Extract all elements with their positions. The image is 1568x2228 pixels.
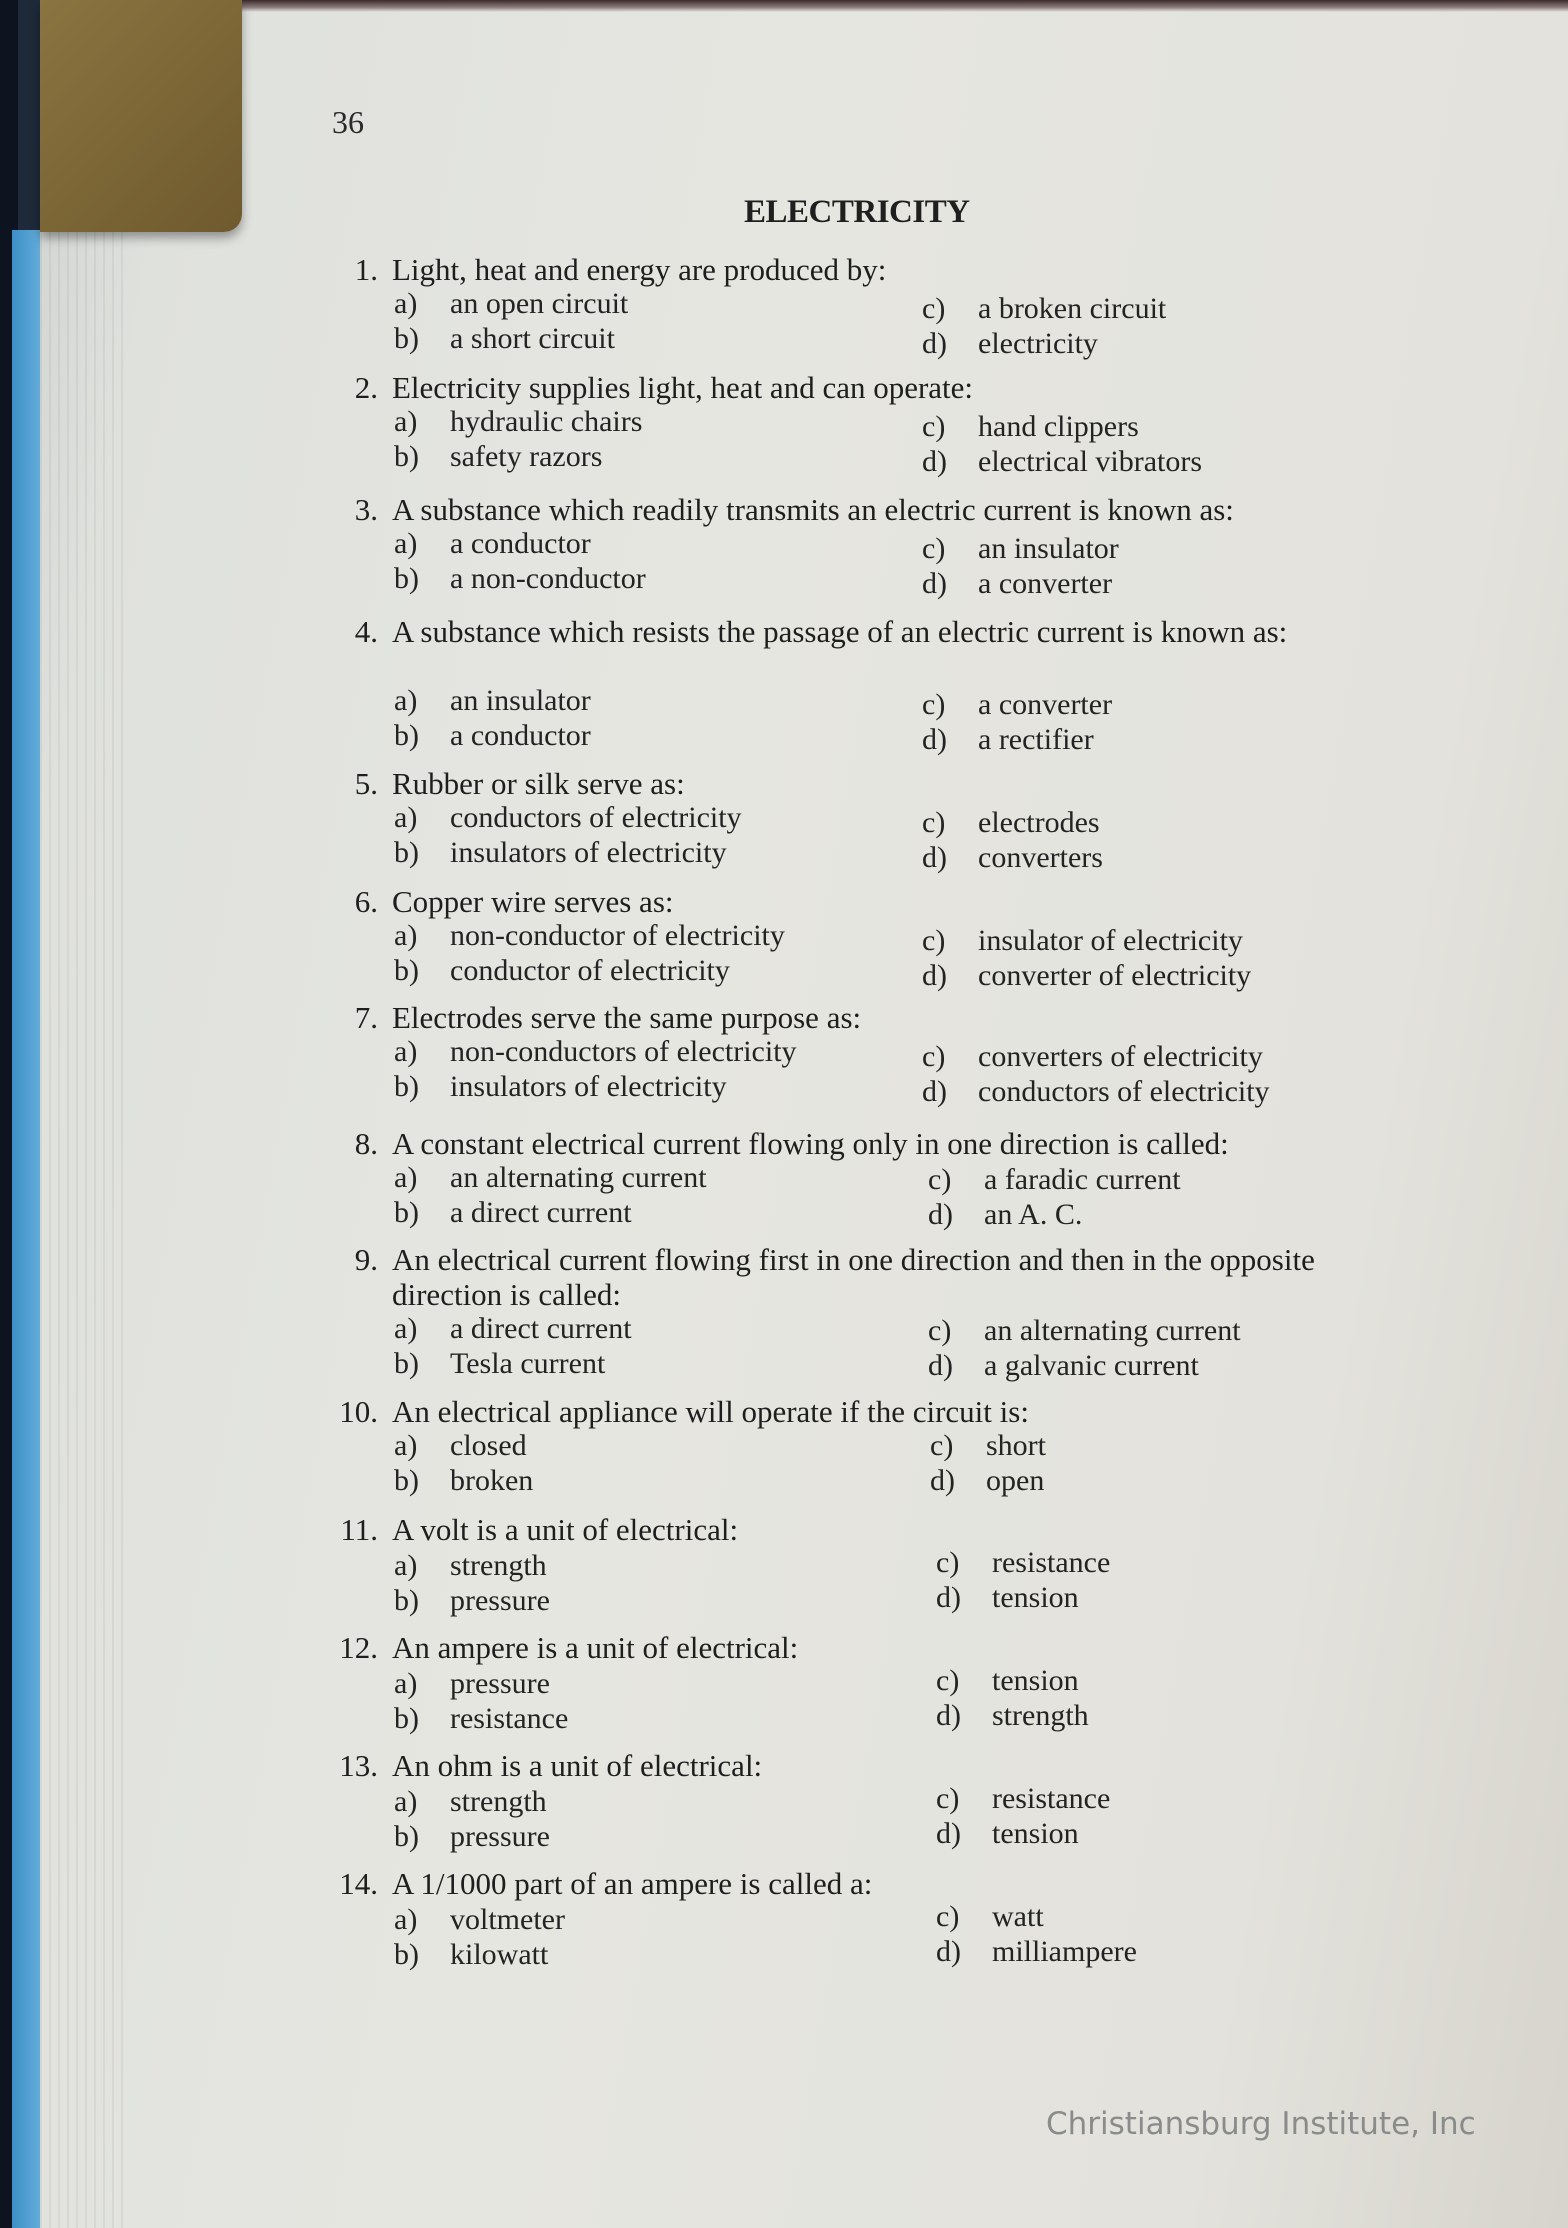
question-text: A substance which resists the passage of an electric current is known as: <box>392 614 1288 649</box>
question-text: A 1/1000 part of an ampere is called a: <box>392 1866 873 1901</box>
option-label: b) <box>394 440 419 473</box>
question-number: 5. <box>354 766 378 801</box>
question-text: An electrical current flowing first in one direction and then in the opposite direction is called: <box>392 1242 1315 1312</box>
option-label: d) <box>936 1581 961 1614</box>
question-number: 12. <box>339 1630 378 1665</box>
option-text: converter of electricity <box>978 959 1252 992</box>
option-label: a) <box>394 684 418 717</box>
option-c <box>922 924 1243 958</box>
option-label: d) <box>922 959 947 992</box>
option-text: converters <box>978 841 1103 874</box>
option-text: strength <box>450 1549 547 1582</box>
question-number: 6. <box>354 884 378 919</box>
option-text: an A. C. <box>984 1198 1083 1231</box>
option-a <box>394 684 591 718</box>
question-1 <box>0 252 1568 362</box>
option-text: a direct current <box>450 1312 632 1345</box>
option-label: d) <box>928 1349 953 1382</box>
option-c <box>928 1163 1181 1197</box>
option-text: an open circuit <box>450 287 629 320</box>
option-label: b) <box>394 1070 419 1103</box>
option-c <box>936 1900 1044 1934</box>
option-text: insulator of electricity <box>978 924 1243 957</box>
option-label: c) <box>928 1163 952 1196</box>
option-text: converters of electricity <box>978 1040 1263 1073</box>
option-label: c) <box>922 532 946 565</box>
option-text: tension <box>992 1817 1079 1850</box>
question-number: 14. <box>339 1866 378 1901</box>
question-12 <box>0 1630 1568 1740</box>
option-d <box>922 327 1098 361</box>
option-d <box>922 723 1094 757</box>
question-7 <box>0 1000 1568 1110</box>
option-c <box>922 532 1119 566</box>
option-label: c) <box>936 1782 960 1815</box>
option-text: electricity <box>978 327 1098 360</box>
option-a <box>394 919 785 953</box>
option-text: tension <box>992 1581 1079 1614</box>
question-2 <box>0 370 1568 480</box>
question-text: Electricity supplies light, heat and can operate: <box>392 370 974 405</box>
option-c <box>936 1782 1110 1816</box>
option-text: pressure <box>450 1584 550 1617</box>
option-label: d) <box>928 1198 953 1231</box>
question-number: 11. <box>340 1512 378 1547</box>
option-text: a conductor <box>450 719 591 752</box>
option-text: an insulator <box>978 532 1119 565</box>
option-label: b) <box>394 719 419 752</box>
option-label: c) <box>922 688 946 721</box>
option-label: d) <box>922 841 947 874</box>
question-number: 7. <box>354 1000 378 1035</box>
option-d <box>922 841 1103 875</box>
option-label: d) <box>936 1699 961 1732</box>
option-label: c) <box>922 292 946 325</box>
option-b <box>394 1464 533 1498</box>
question-number: 3. <box>354 492 378 527</box>
question-11 <box>0 1512 1568 1622</box>
option-d <box>922 567 1112 601</box>
option-text: resistance <box>992 1546 1111 1579</box>
option-label: b) <box>394 1702 419 1735</box>
question-3 <box>0 492 1568 602</box>
option-c <box>936 1546 1110 1580</box>
option-text: electrodes <box>978 806 1100 839</box>
option-text: a faradic current <box>984 1163 1181 1196</box>
option-text: voltmeter <box>450 1903 565 1936</box>
option-b <box>394 836 727 870</box>
watermark: Christiansburg Institute, Inc <box>1046 2106 1476 2142</box>
option-label: d) <box>930 1464 955 1497</box>
option-text: hand clippers <box>978 410 1139 443</box>
option-a <box>394 801 742 835</box>
option-text: a rectifier <box>978 723 1094 756</box>
option-d <box>936 1935 1137 1969</box>
option-c <box>922 806 1100 840</box>
question-number: 10. <box>339 1394 378 1429</box>
option-label: d) <box>936 1935 961 1968</box>
option-text: watt <box>992 1900 1044 1933</box>
option-text: resistance <box>450 1702 569 1735</box>
option-text: an alternating current <box>984 1314 1241 1347</box>
page-title: ELECTRICITY <box>744 194 970 230</box>
option-a <box>394 1429 527 1463</box>
option-c <box>930 1429 1046 1463</box>
option-label: a) <box>394 1785 418 1818</box>
question-text: An electrical appliance will operate if the circuit is: <box>392 1394 1029 1429</box>
option-label: b) <box>394 562 419 595</box>
option-b <box>394 1070 727 1104</box>
option-label: c) <box>930 1429 954 1462</box>
option-label: b) <box>394 1347 419 1380</box>
option-text: kilowatt <box>450 1938 549 1971</box>
option-label: d) <box>922 327 947 360</box>
option-d <box>930 1464 1044 1498</box>
question-text: Copper wire serves as: <box>392 884 674 919</box>
question-number: 9. <box>354 1242 378 1277</box>
question-text: Light, heat and energy are produced by: <box>392 252 887 287</box>
option-c <box>928 1314 1241 1348</box>
question-number: 4. <box>354 614 378 649</box>
option-text: strength <box>992 1699 1089 1732</box>
option-a <box>394 1035 797 1069</box>
page-number: 36 <box>332 104 364 140</box>
option-text: open <box>986 1464 1045 1497</box>
question-6 <box>0 884 1568 994</box>
option-d <box>922 1075 1270 1109</box>
option-d <box>922 959 1251 993</box>
option-text: hydraulic chairs <box>450 405 643 438</box>
option-label: a) <box>394 919 418 952</box>
option-label: a) <box>394 527 418 560</box>
option-c <box>922 1040 1263 1074</box>
option-b <box>394 1938 548 1972</box>
option-d <box>936 1817 1079 1851</box>
option-text: insulators of electricity <box>450 1070 727 1103</box>
option-label: c) <box>936 1900 960 1933</box>
option-a <box>394 1667 550 1701</box>
option-label: a) <box>394 1161 418 1194</box>
question-text: Rubber or silk serve as: <box>392 766 685 801</box>
option-text: Tesla current <box>450 1347 606 1380</box>
option-label: a) <box>394 1312 418 1345</box>
option-c <box>922 292 1166 326</box>
option-label: a) <box>394 287 418 320</box>
option-d <box>928 1349 1199 1383</box>
option-label: c) <box>922 806 946 839</box>
option-text: a broken circuit <box>978 292 1167 325</box>
option-text: a conductor <box>450 527 591 560</box>
option-label: c) <box>922 924 946 957</box>
option-text: conductors of electricity <box>450 801 742 834</box>
option-label: d) <box>922 723 947 756</box>
option-c <box>936 1664 1079 1698</box>
option-label: c) <box>922 410 946 443</box>
option-b <box>394 1347 605 1381</box>
option-text: safety razors <box>450 440 603 473</box>
question-number: 13. <box>339 1748 378 1783</box>
option-b <box>394 719 591 753</box>
option-label: c) <box>936 1546 960 1579</box>
question-5 <box>0 766 1568 876</box>
option-text: conductors of electricity <box>978 1075 1270 1108</box>
option-label: b) <box>394 1464 419 1497</box>
question-text: A volt is a unit of electrical: <box>392 1512 739 1547</box>
option-text: electrical vibrators <box>978 445 1203 478</box>
option-label: b) <box>394 1584 419 1617</box>
option-label: b) <box>394 1820 419 1853</box>
question-text: A constant electrical current flowing only in one direction is called: <box>392 1126 1229 1161</box>
option-text: milliampere <box>992 1935 1137 1968</box>
option-b <box>394 1196 632 1230</box>
option-text: a converter <box>978 567 1113 600</box>
option-label: c) <box>922 1040 946 1073</box>
option-text: a converter <box>978 688 1113 721</box>
option-c <box>922 410 1139 444</box>
question-number: 1. <box>354 252 378 287</box>
option-text: a non-conductor <box>450 562 646 595</box>
option-label: d) <box>936 1817 961 1850</box>
option-label: a) <box>394 1667 418 1700</box>
option-text: insulators of electricity <box>450 836 727 869</box>
option-text: conductor of electricity <box>450 954 730 987</box>
option-text: an insulator <box>450 684 591 717</box>
option-label: b) <box>394 1938 419 1971</box>
option-c <box>922 688 1112 722</box>
option-label: a) <box>394 1903 418 1936</box>
option-text: resistance <box>992 1782 1111 1815</box>
option-text: closed <box>450 1429 527 1462</box>
option-a <box>394 1785 547 1819</box>
question-9 <box>0 1242 1568 1382</box>
option-b <box>394 1820 550 1854</box>
question-14 <box>0 1866 1568 1976</box>
option-label: a) <box>394 1035 418 1068</box>
option-b <box>394 440 602 474</box>
question-4 <box>0 614 1568 756</box>
option-a <box>394 527 591 561</box>
option-label: d) <box>922 567 947 600</box>
question-number: 8. <box>354 1126 378 1161</box>
option-a <box>394 405 642 439</box>
question-number: 2. <box>354 370 378 405</box>
option-label: b) <box>394 1196 419 1229</box>
question-text: Electrodes serve the same purpose as: <box>392 1000 862 1035</box>
option-a <box>394 1903 565 1937</box>
option-d <box>922 445 1202 479</box>
option-a <box>394 1549 547 1583</box>
option-b <box>394 1702 568 1736</box>
option-text: an alternating current <box>450 1161 707 1194</box>
question-text: A substance which readily transmits an electric current is known as: <box>392 492 1234 527</box>
question-13 <box>0 1748 1568 1858</box>
option-text: strength <box>450 1785 547 1818</box>
option-d <box>928 1198 1082 1232</box>
option-label: a) <box>394 405 418 438</box>
option-text: a galvanic current <box>984 1349 1199 1382</box>
option-b <box>394 562 646 596</box>
question-text: An ampere is a unit of electrical: <box>392 1630 799 1665</box>
option-label: c) <box>936 1664 960 1697</box>
option-a <box>394 1161 707 1195</box>
option-text: non-conductors of electricity <box>450 1035 797 1068</box>
option-text: short <box>986 1429 1046 1462</box>
option-b <box>394 1584 550 1618</box>
option-d <box>936 1699 1089 1733</box>
option-text: pressure <box>450 1667 550 1700</box>
option-text: a direct current <box>450 1196 632 1229</box>
option-label: d) <box>922 1075 947 1108</box>
option-b <box>394 954 730 988</box>
option-label: c) <box>928 1314 952 1347</box>
option-label: a) <box>394 801 418 834</box>
option-label: d) <box>922 445 947 478</box>
option-text: non-conductor of electricity <box>450 919 785 952</box>
option-text: tension <box>992 1664 1079 1697</box>
question-10 <box>0 1394 1568 1504</box>
option-b <box>394 322 615 356</box>
question-8 <box>0 1126 1568 1236</box>
option-label: b) <box>394 836 419 869</box>
question-text: An ohm is a unit of electrical: <box>392 1748 763 1783</box>
option-d <box>936 1581 1079 1615</box>
option-a <box>394 1312 632 1346</box>
option-text: broken <box>450 1464 534 1497</box>
option-text: pressure <box>450 1820 550 1853</box>
option-label: b) <box>394 954 419 987</box>
option-label: b) <box>394 322 419 355</box>
option-a <box>394 287 628 321</box>
option-text: a short circuit <box>450 322 615 355</box>
option-label: a) <box>394 1549 418 1582</box>
option-label: a) <box>394 1429 418 1462</box>
